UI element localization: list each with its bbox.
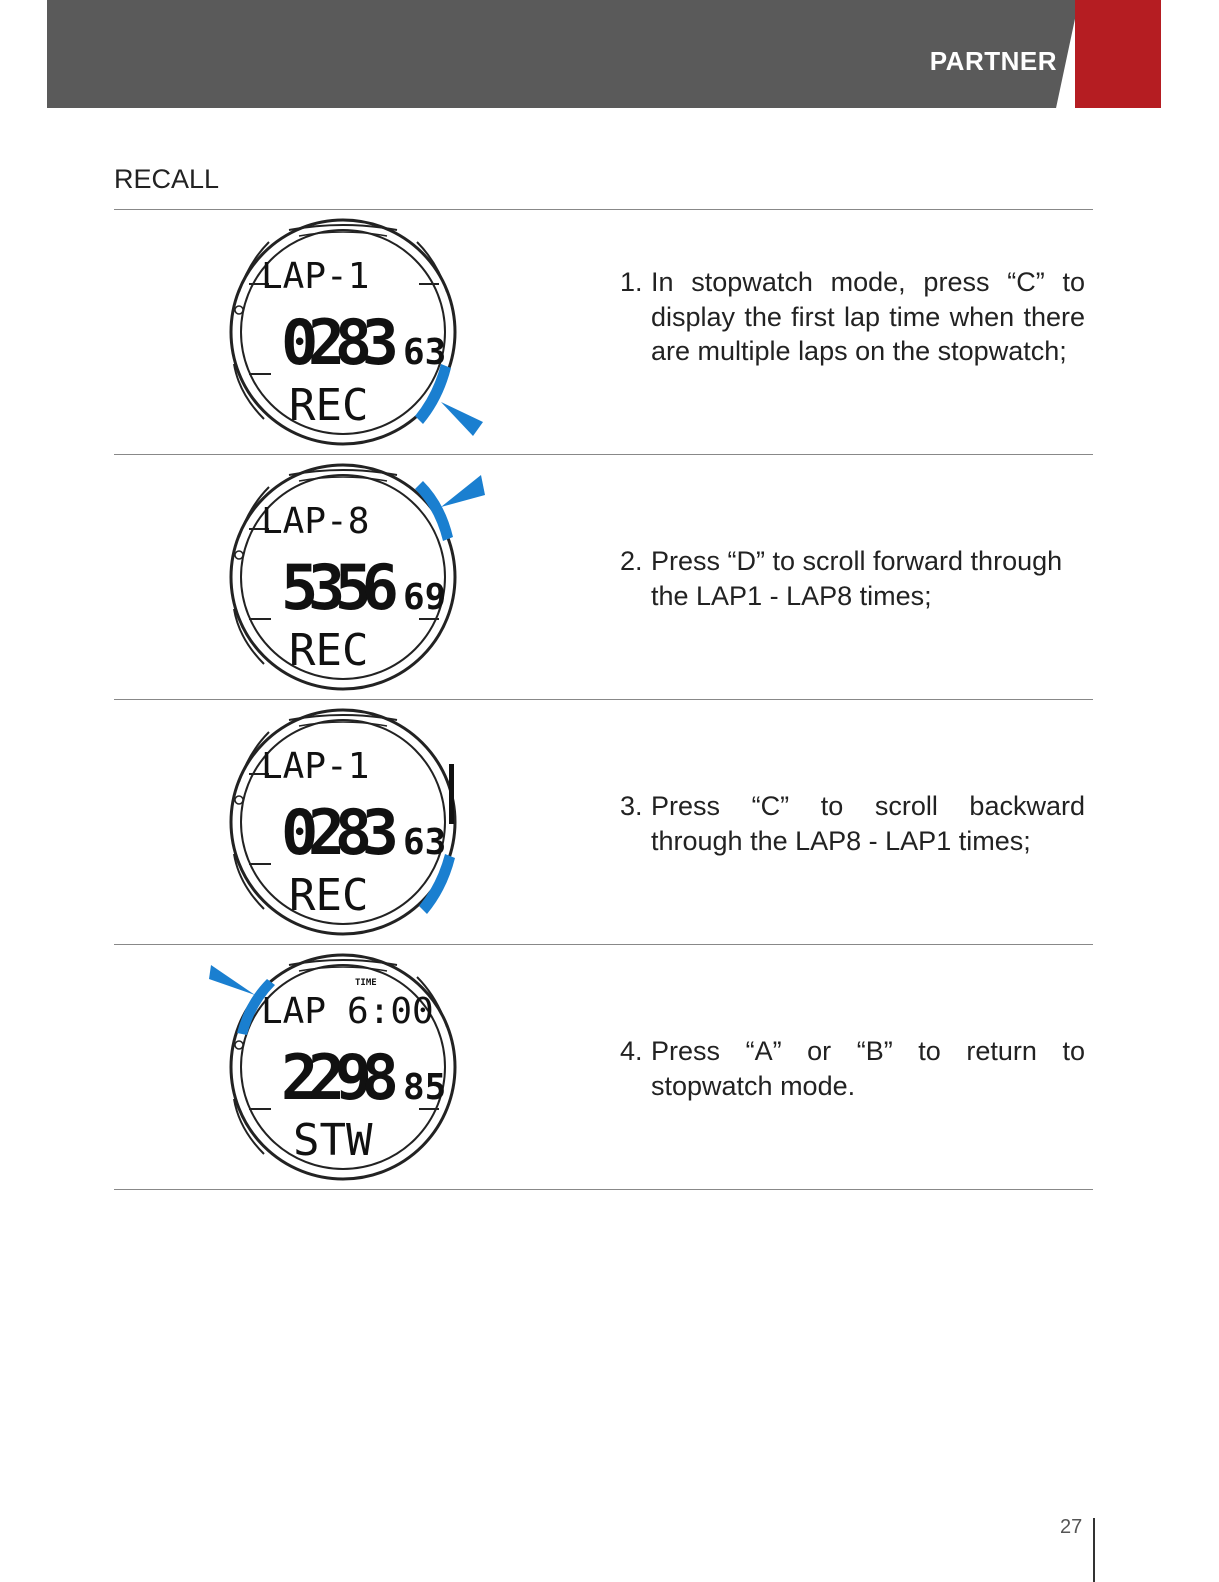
lcd-top-text: LAP-8 xyxy=(261,501,370,542)
lcd-main-digits: 2298 xyxy=(281,1041,399,1114)
pointer-arrow-icon xyxy=(209,965,255,995)
header-accent xyxy=(1075,0,1161,108)
step-text: Press “A” or “B” to return to stopwatch mode. xyxy=(651,1036,1085,1101)
step-number: 3. xyxy=(620,791,643,821)
page-number-rule xyxy=(1093,1518,1095,1582)
watch-illustration xyxy=(209,949,509,1185)
lcd-top-text: LAP-1 xyxy=(261,746,370,787)
lcd-bottom-text: REC xyxy=(289,625,369,676)
step-number: 1. xyxy=(620,267,643,297)
step-1 xyxy=(114,210,1093,455)
pointer-arrow-icon xyxy=(441,402,483,436)
lcd-main-digits: 5356 xyxy=(281,551,399,624)
step-3 xyxy=(114,700,1093,945)
lcd-sub-digits: 85 xyxy=(403,1067,447,1108)
step-instruction xyxy=(620,544,1085,613)
step-instruction xyxy=(620,1034,1085,1103)
lcd-bottom-text: STW xyxy=(293,1115,373,1166)
step-instruction xyxy=(620,265,1085,369)
step-2 xyxy=(114,455,1093,700)
lcd-top-text: LAP xyxy=(261,991,327,1032)
step-text: Press “C” to scroll backward through the LAP8 - LAP1 times; xyxy=(651,791,1085,856)
step-instruction xyxy=(620,789,1085,858)
step-4 xyxy=(114,945,1093,1190)
lcd-sub-digits: 63 xyxy=(403,332,447,373)
lcd-time-value: 6:00 xyxy=(347,991,434,1032)
steps-list xyxy=(114,209,1093,1190)
brand-name: PARTNER xyxy=(929,46,1057,76)
step-text: In stopwatch mode, press “C” to display the first lap time when there are multiple laps on the stopwatch; xyxy=(651,267,1085,366)
lcd-sub-digits: 63 xyxy=(403,822,447,863)
lcd-main-digits: 0283 xyxy=(281,796,399,869)
page-header xyxy=(47,0,1161,108)
step-number: 4. xyxy=(620,1036,643,1066)
page-number: 27 xyxy=(1060,1516,1083,1538)
lcd-bottom-text: REC xyxy=(289,380,369,431)
lcd-time-label: TIME xyxy=(355,978,377,988)
watch-illustration xyxy=(209,704,509,940)
watch-illustration xyxy=(209,214,509,450)
step-text: Press “D” to scroll forward through the LAP1 - LAP8 times; xyxy=(651,546,1063,611)
section-title: RECALL xyxy=(114,164,220,194)
step-number: 2. xyxy=(620,546,643,576)
lcd-sub-digits: 69 xyxy=(403,577,447,618)
pointer-arrow-icon xyxy=(441,475,485,507)
lcd-main-digits: 0283 xyxy=(281,306,399,379)
lcd-bottom-text: REC xyxy=(289,870,369,921)
lcd-top-text: LAP-1 xyxy=(261,256,370,297)
watch-illustration xyxy=(209,459,509,695)
